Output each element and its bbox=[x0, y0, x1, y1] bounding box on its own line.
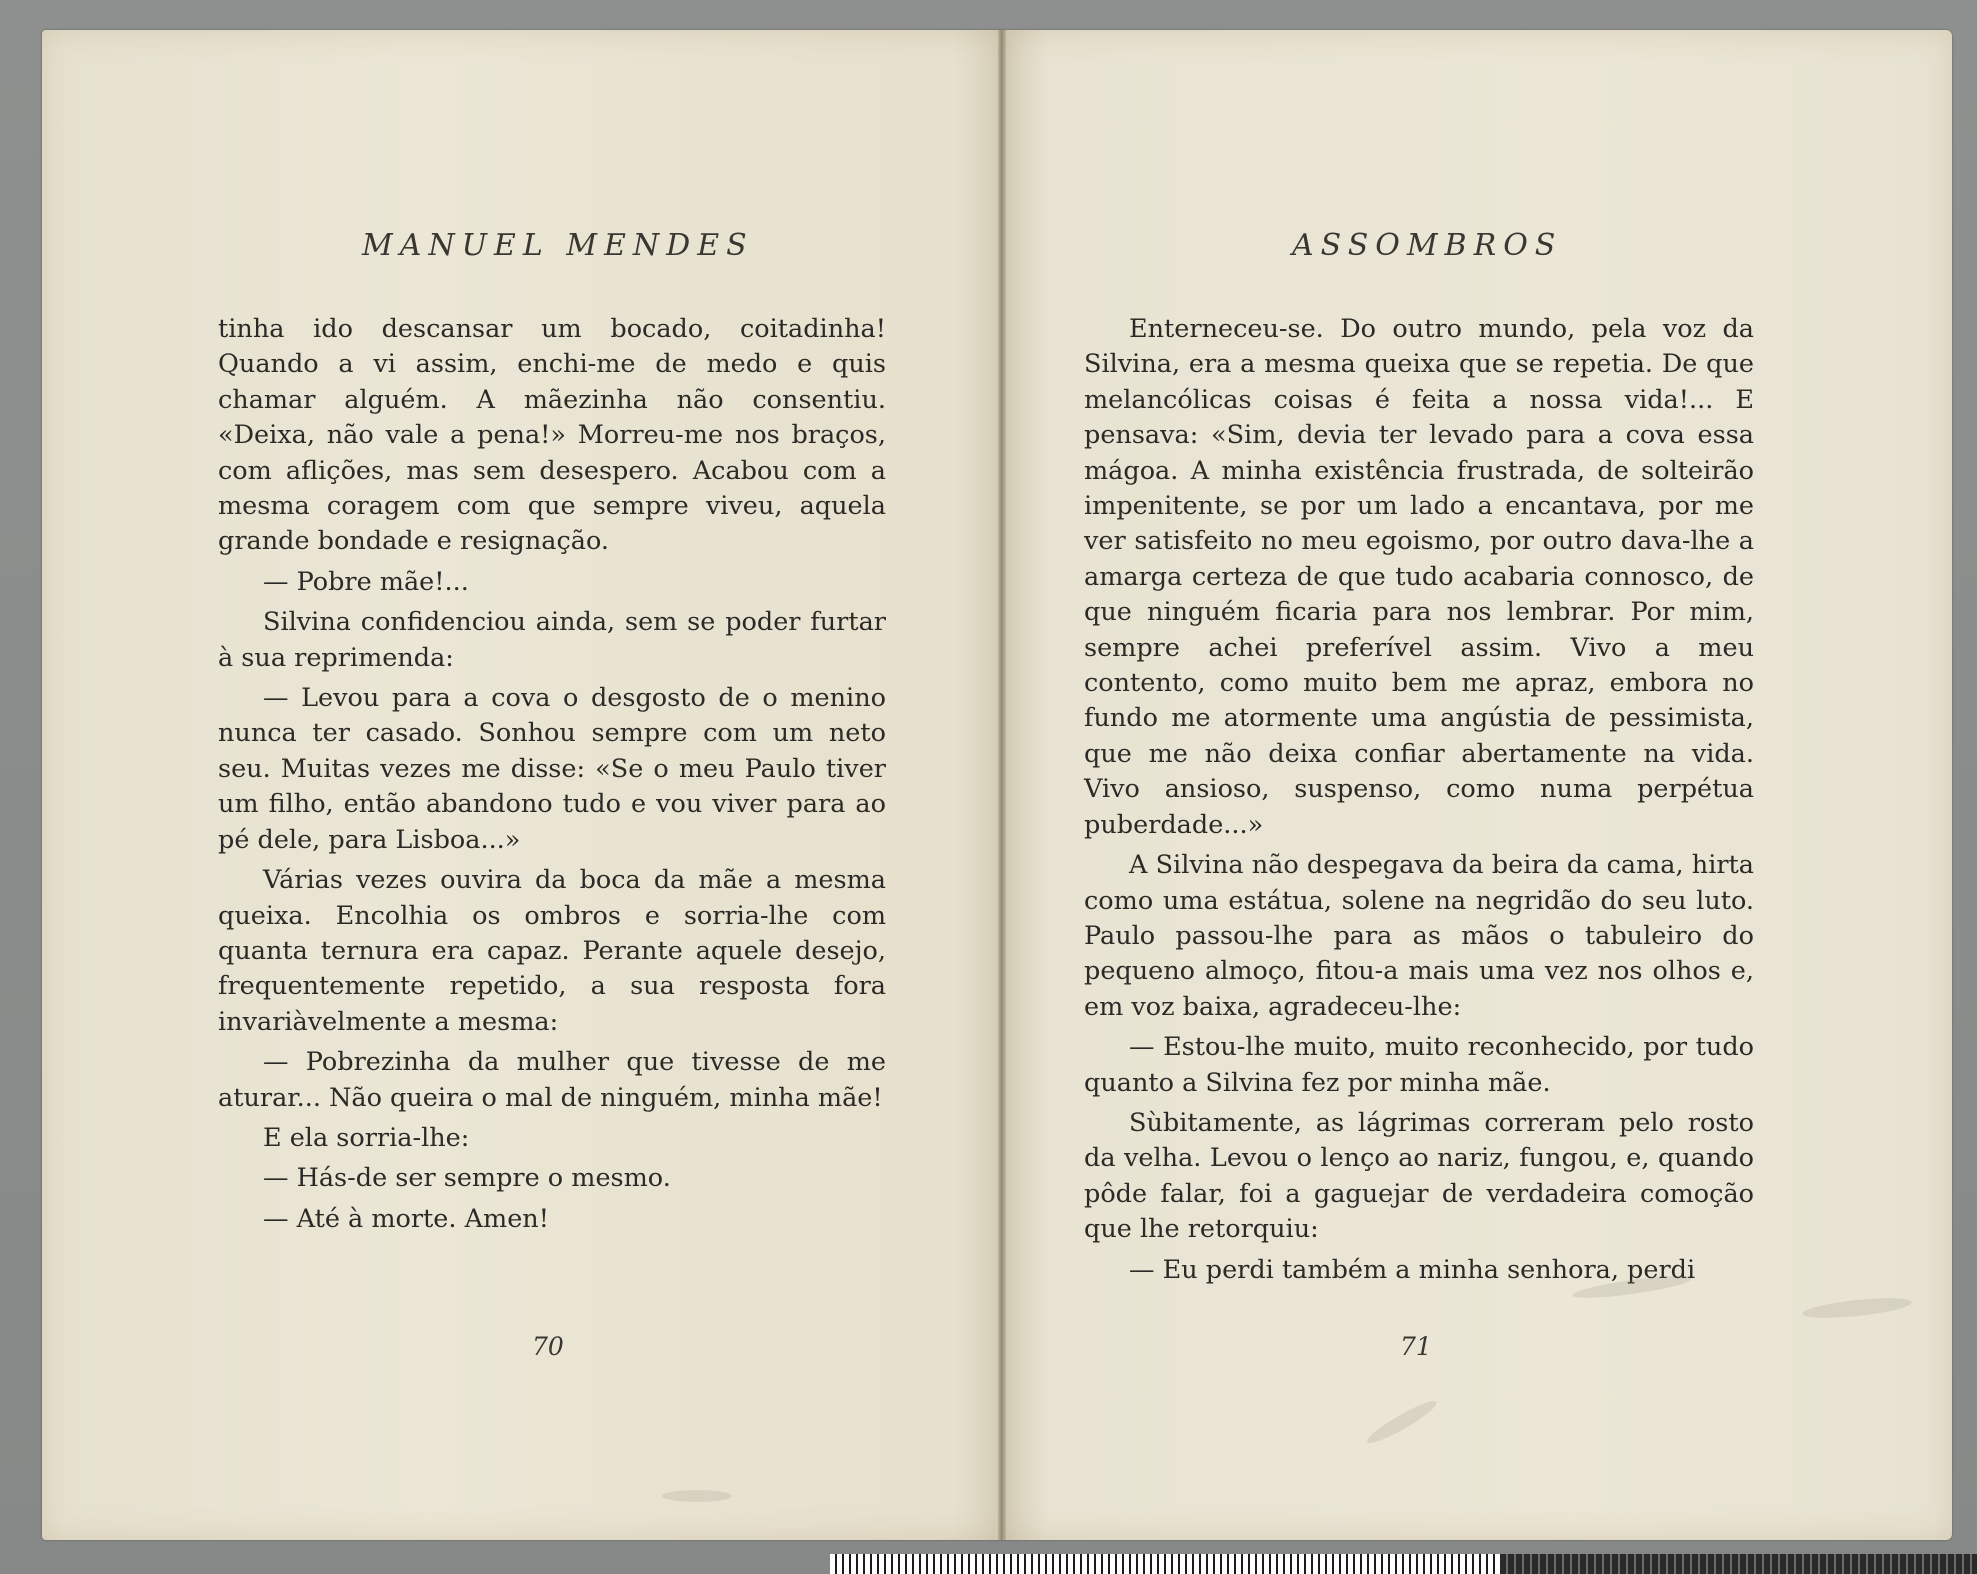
book-spread bbox=[42, 30, 1952, 1540]
scan-ruler-dark bbox=[1500, 1554, 1977, 1574]
running-head-title: ASSOMBROS bbox=[1292, 228, 1563, 263]
page-number: 71 bbox=[1400, 1332, 1432, 1361]
paragraph: Várias vezes ouvira da boca da mãe a mesma queixa. Encolhia os ombros e sorria-lhe com quanta ternura era capaz. Perante aquele desejo, frequentemente repetido, a sua resposta fora invariàvelmente a mesma: bbox=[218, 865, 886, 1037]
paragraph: A Silvina não despegava da beira da cama, hirta como uma estátua, solene na negridão do seu luto. Paulo passou-lhe para as mãos o tabuleiro do pequeno almoço, fitou-a mais uma vez nos olhos e, em voz baixa, agradeceu-lhe: bbox=[1084, 850, 1754, 1022]
paragraph: E ela sorria-lhe: bbox=[263, 1122, 470, 1153]
running-head-author: MANUEL MENDES bbox=[362, 228, 754, 263]
paragraph: — Hás-de ser sempre o mesmo. bbox=[263, 1163, 671, 1194]
paragraph: tinha ido descansar um bocado, coitadinha! Quando a vi assim, enchi-me de medo e quis chamar alguém. A mãezinha não consentiu. «Deixa, não vale a pena!» Morreu-me nos braços, com aflições, mas sem desespero. Acabou com a mesma coragem com que sempre viveu, aquela grande bondade e resignação. bbox=[218, 314, 886, 557]
paragraph: — Eu perdi também a minha senhora, perdi bbox=[1129, 1254, 1696, 1285]
paper-stain bbox=[662, 1490, 732, 1502]
paragraph: — Levou para a cova o desgosto de o menino nunca ter casado. Sonhou sempre com um neto seu. Muitas vezes me disse: «Se o meu Paulo tiver um filho, então abandono tudo e vou viver para ao pé dele, para Lisboa...» bbox=[218, 683, 886, 855]
paper-stain bbox=[1364, 1396, 1440, 1448]
left-page bbox=[42, 30, 1002, 1540]
paragraph: — Até à morte. Amen! bbox=[263, 1203, 549, 1234]
paragraph: — Pobre mãe!... bbox=[263, 566, 469, 597]
paragraph: Enterneceu-se. Do outro mundo, pela voz da Silvina, era a mesma queixa que se repetia. De que melancólicas coisas é feita a nossa vida!... E pensava: «Sim, devia ter levado para a cova essa mágoa. A minha existência frustrada, de solteirão impenitente, se por um lado a encantava, por me ver satisfeito no meu egoismo, por outro dava-lhe a amarga certeza de que tudo acabaria connosco, de que ninguém ficaria para nos lembrar. Por mim, sempre achei preferível assim. Vivo a meu contento, como muito bem me apraz, embora no fundo me atormente uma angústia de pessimista, que me não deixa confiar abertamente na vida. Vivo ansioso, suspenso, como numa perpétua puberdade...» bbox=[1084, 314, 1754, 840]
left-page-text bbox=[218, 312, 886, 1237]
paragraph: — Estou-lhe muito, muito reconhecido, por tudo quanto a Silvina fez por minha mãe. bbox=[1084, 1032, 1754, 1098]
right-page-text bbox=[1084, 312, 1754, 1288]
page-number: 70 bbox=[532, 1332, 564, 1361]
paragraph: — Pobrezinha da mulher que tivesse de me aturar... Não queira o mal de ninguém, minha mãe! bbox=[218, 1047, 886, 1113]
right-page bbox=[1002, 30, 1952, 1540]
book-gutter bbox=[998, 30, 1006, 1540]
paragraph: Silvina confidenciou ainda, sem se poder furtar à sua reprimenda: bbox=[218, 607, 886, 673]
paragraph: Sùbitamente, as lágrimas correram pelo rosto da velha. Levou o lenço ao nariz, fungou, e, quando pôde falar, foi a gaguejar de verdadeira comoção que lhe retorquiu: bbox=[1084, 1107, 1754, 1245]
paper-stain bbox=[1801, 1294, 1912, 1321]
